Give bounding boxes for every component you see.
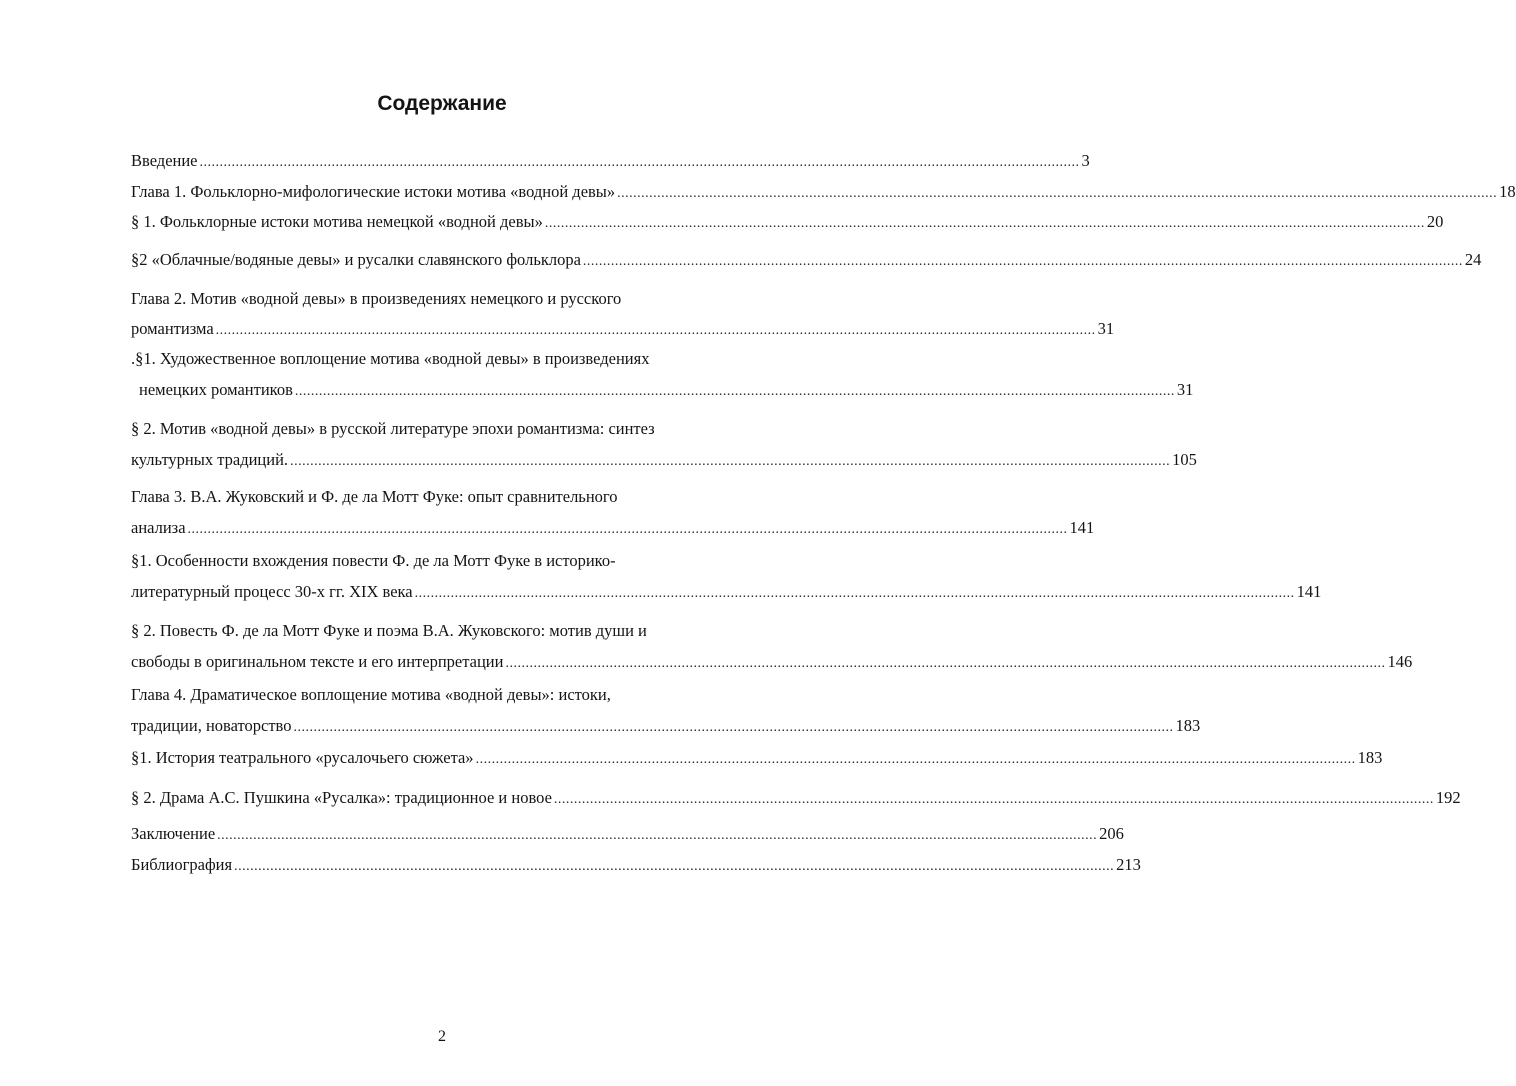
toc-entry-page: 18 <box>1499 182 1516 201</box>
toc-entry-title: Библиография <box>131 855 233 874</box>
toc-entry-first-line: Глава 2. Мотив «водной девы» в произведениях немецкого и русского <box>131 289 622 308</box>
toc-entry-page: 206 <box>1099 824 1124 843</box>
toc-entry-first-line: § 2. Мотив «водной девы» в русской литературе эпохи романтизма: синтез <box>131 419 655 438</box>
leader-dots: ............................................................................................................................................................................................................................ <box>475 752 1356 767</box>
toc-entry <box>131 380 1194 402</box>
toc-entry-page: 141 <box>1296 582 1322 601</box>
toc-entry <box>131 716 1201 738</box>
leader-dots: ............................................................................................................................................................................................................................ <box>187 522 1068 537</box>
toc-entry <box>131 855 1141 877</box>
leader-dots: ............................................................................................................................................................................................................................ <box>293 720 1174 735</box>
toc-entry-title: Введение <box>131 151 198 170</box>
toc-entry-title: анализа <box>131 518 186 537</box>
toc-entry-page: 141 <box>1069 518 1095 537</box>
toc-entry <box>131 518 1095 540</box>
toc-entry <box>131 748 1383 770</box>
toc-entry-title: Глава 1. Фольклорно-мифологические истоки мотива «водной девы» <box>131 182 616 201</box>
toc-entry-title: § 1. Фольклорные истоки мотива немецкой «водной девы» <box>131 212 543 231</box>
toc-entry <box>131 151 1090 173</box>
toc-entry-title: традиции, новаторство <box>131 716 292 735</box>
leader-dots: ............................................................................................................................................................................................................................ <box>217 828 1098 843</box>
toc-entry <box>131 582 1322 604</box>
toc-entry-page: 183 <box>1357 748 1383 767</box>
toc-entry-title: романтизма <box>131 319 214 338</box>
leader-dots: ............................................................................................................................................................................................................................ <box>582 254 1463 269</box>
toc-entry-title: литературный процесс 30-х гг. XIX века <box>131 582 413 601</box>
toc-entry-page: 31 <box>1097 319 1115 338</box>
toc-entry-page: 213 <box>1116 855 1141 874</box>
toc-entry-page: 3 <box>1081 151 1090 170</box>
leader-dots: ............................................................................................................................................................................................................................ <box>290 454 1171 469</box>
page-title: Содержание <box>377 92 507 115</box>
toc-entry <box>131 788 1461 810</box>
toc-entry-page: 24 <box>1464 250 1482 269</box>
toc-entry <box>131 824 1124 846</box>
leader-dots: ............................................................................................................................................................................................................................ <box>553 792 1434 807</box>
leader-dots: ............................................................................................................................................................................................................................ <box>617 186 1498 201</box>
toc-entry <box>131 212 1444 234</box>
toc-entry-title: §1. История театрального «русалочьего сюжета» <box>131 748 474 767</box>
page-number: 2 <box>438 1028 446 1045</box>
toc-entry-first-line: Глава 3. В.А. Жуковский и Ф. де ла Мотт Фуке: опыт сравнительного <box>131 487 618 506</box>
toc-entry-first-line: Глава 4. Драматическое воплощение мотива «водной девы»: истоки, <box>131 685 611 704</box>
leader-dots: ............................................................................................................................................................................................................................ <box>294 384 1175 399</box>
toc-entry-page: 146 <box>1387 652 1413 671</box>
leader-dots: ............................................................................................................................................................................................................................ <box>234 859 1115 874</box>
toc-entry-title: свободы в оригинальном тексте и его интерпретации <box>131 652 504 671</box>
toc-entry <box>131 250 1482 272</box>
toc-entry-title: § 2. Драма А.С. Пушкина «Русалка»: традиционное и новое <box>131 788 552 807</box>
toc-entry-page: 192 <box>1435 788 1461 807</box>
toc-entry-title: §2 «Облачные/водяные девы» и русалки славянского фольклора <box>131 250 581 269</box>
leader-dots: ............................................................................................................................................................................................................................ <box>414 586 1295 601</box>
leader-dots: ............................................................................................................................................................................................................................ <box>215 323 1096 338</box>
toc-entry-page: 183 <box>1175 716 1201 735</box>
toc-entry-title: Заключение <box>131 824 216 843</box>
toc-entry-page: 31 <box>1176 380 1194 399</box>
toc-entry <box>131 652 1413 674</box>
leader-dots: ............................................................................................................................................................................................................................ <box>505 656 1386 671</box>
toc-entry <box>131 182 1516 204</box>
toc-entry-page: 20 <box>1426 212 1444 231</box>
toc-entry <box>131 450 1197 472</box>
toc-entry-first-line: .§1. Художественное воплощение мотива «водной девы» в произведениях <box>131 349 650 368</box>
toc-entry-page: 105 <box>1172 450 1197 469</box>
toc-entry-title: культурных традиций. <box>131 450 289 469</box>
toc-entry-first-line: §1. Особенности вхождения повести Ф. де ла Мотт Фуке в историко- <box>131 551 616 570</box>
toc-entry-first-line: § 2. Повесть Ф. де ла Мотт Фуке и поэма В.А. Жуковского: мотив души и <box>131 621 647 640</box>
toc-entry-title: немецких романтиков <box>139 380 293 399</box>
leader-dots: ............................................................................................................................................................................................................................ <box>544 216 1425 231</box>
toc-entry <box>131 319 1115 341</box>
leader-dots: ............................................................................................................................................................................................................................ <box>199 155 1080 170</box>
